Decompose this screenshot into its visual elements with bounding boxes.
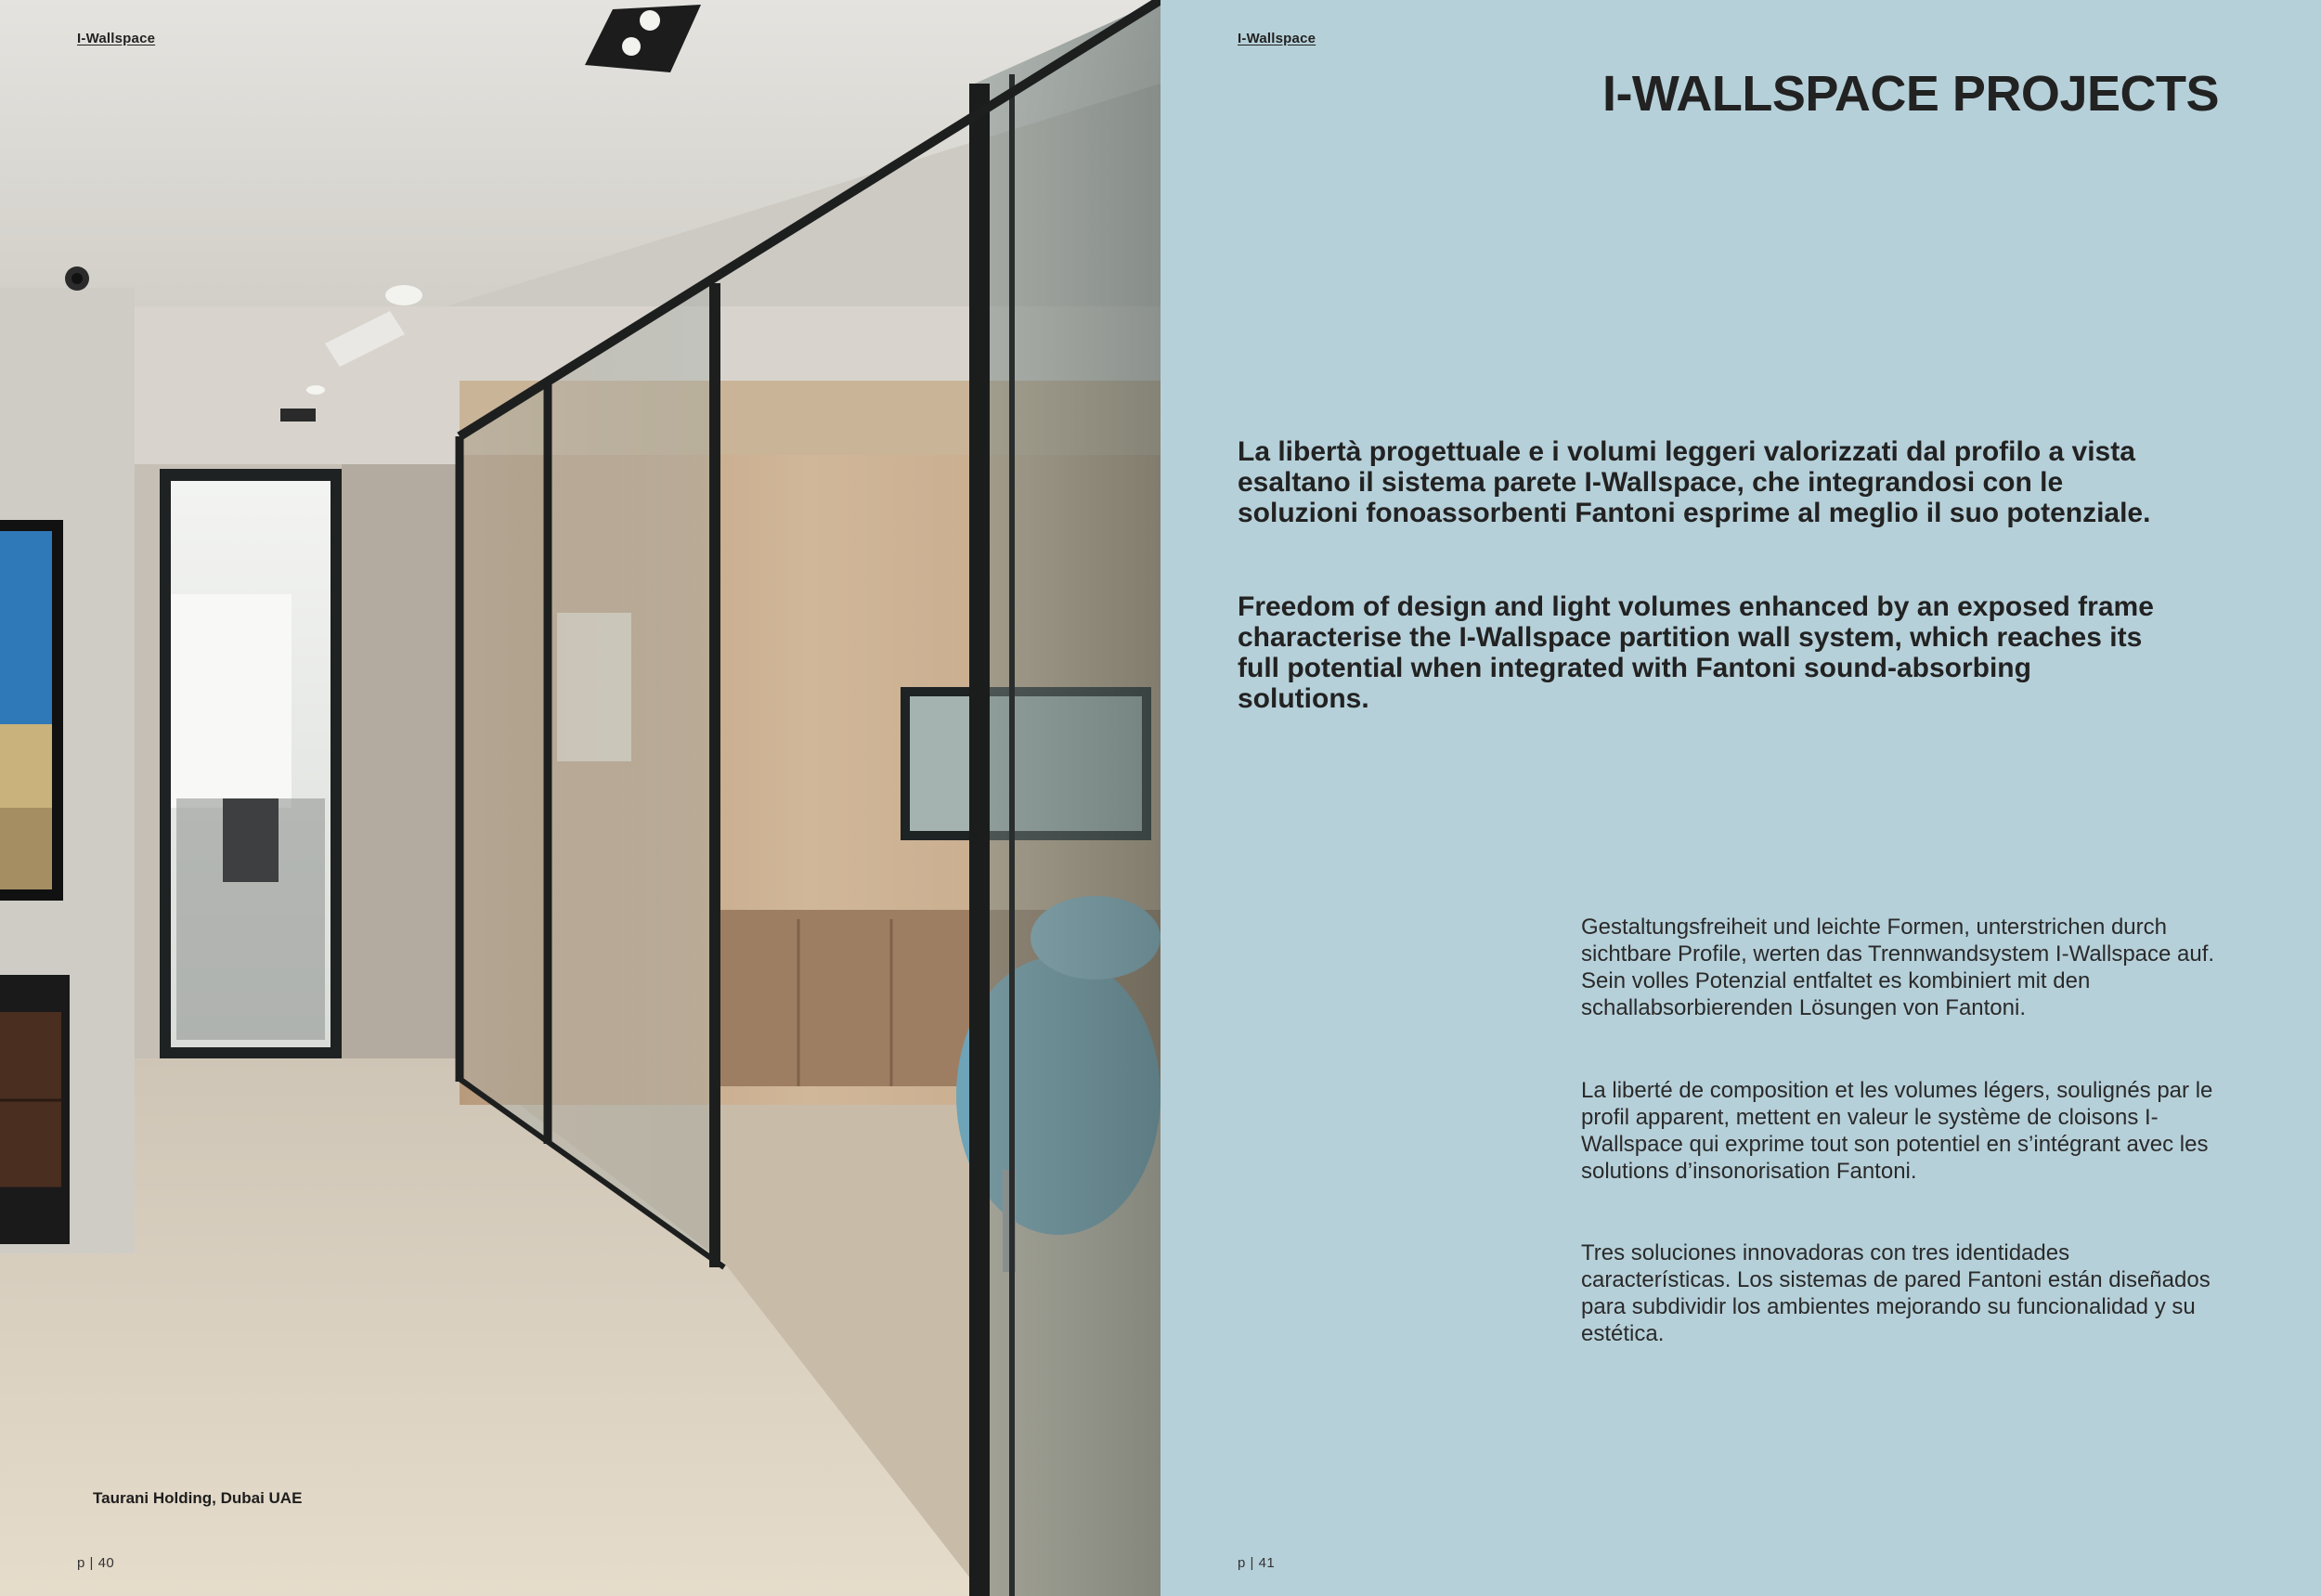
right-page — [1160, 0, 2321, 1596]
page-number: p | 41 — [1238, 1555, 1276, 1571]
body-paragraph-spanish: Tres soluciones innovadoras con tres identidades características. Los sistemas de pared Fantoni están diseñados para subdividir los ambientes mejorando su funcionalidad y su estética. — [1581, 1240, 2211, 1346]
page-title: I-WALLSPACE PROJECTS — [1601, 66, 2219, 122]
page-number: p | 40 — [77, 1555, 115, 1571]
body-paragraph-german: Gestaltungsfreiheit und leichte Formen, unterstrichen durch sichtbare Profile, werten das Trennwandsystem I-Wallspace auf. Sein volles Potenzial entfaltet es kombiniert mit den schallabsorbierenden Lösungen von Fantoni. — [1581, 915, 2215, 1020]
photo-caption: Taurani Holding, Dubai UAE — [93, 1489, 303, 1507]
lead-paragraph-english: Freedom of design and light volumes enhanced by an exposed frame characterise the I-Wallspace partition wall system, which reaches its full potential when integrated with Fantoni sound-absorbing solutions. — [1238, 591, 2154, 714]
running-head: I-Wallspace — [77, 31, 156, 46]
left-page — [0, 0, 1160, 1596]
office-corridor-photo — [0, 0, 1160, 1596]
lead-paragraph-italian: La libertà progettuale e i volumi leggeri valorizzati dal profilo a vista esaltano il sistema parete I-Wallspace, che integrandosi con le soluzioni fonoassorbenti Fantoni esprime al meglio il suo potenziale. — [1238, 436, 2151, 528]
running-head: I-Wallspace — [1238, 31, 1316, 46]
body-paragraph-french: La liberté de composition et les volumes légers, soulignés par le profil apparent, mettent en valeur le système de cloisons I-Wallspace qui exprime tout son potentiel en s’intégrant avec les solutions d’insonorisation Fantoni. — [1581, 1078, 2213, 1184]
